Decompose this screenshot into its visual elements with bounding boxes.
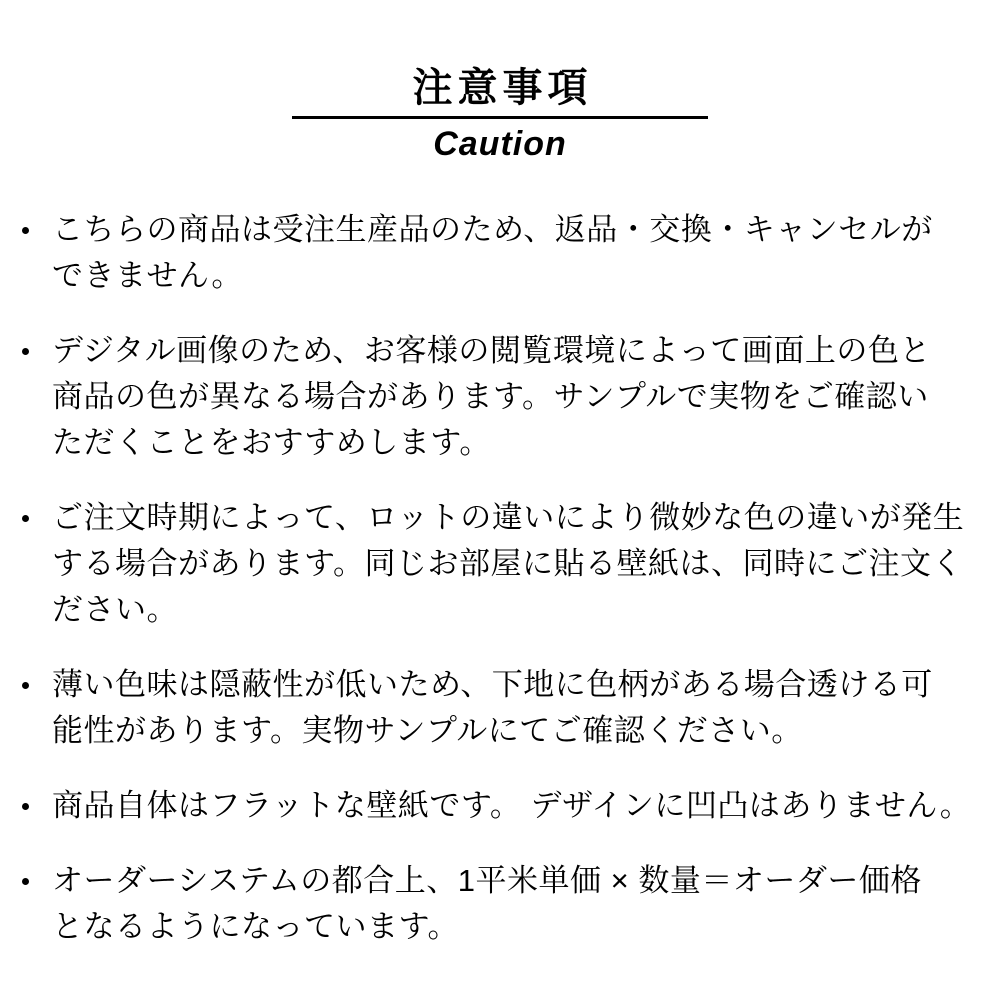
list-item [22,495,974,633]
note-line: できません。 [52,257,243,293]
note-line: となるようになっています。 [52,908,460,944]
note-text [52,495,964,633]
bullet-icon [22,227,29,234]
bullet-icon [22,515,29,522]
note-line: 薄い色味は隠蔽性が低いため、下地に色柄がある場合透ける可 [52,666,933,702]
page-subtitle: Caution [433,125,567,163]
list-item [22,783,974,829]
list-item [22,207,974,299]
note-line: こちらの商品は受注生産品のため、返品・交換・キャンセルが [52,211,933,247]
note-text [52,662,933,754]
note-line: 商品の色が異なる場合があります。サンプルで実物をご確認い [52,378,929,414]
bullet-icon [22,682,29,689]
note-text [52,207,933,299]
bullet-icon [22,348,29,355]
list-item [22,858,974,950]
note-line: 能性があります。実物サンプルにてご確認ください。 [52,712,803,748]
note-line: ご注文時期によって、ロットの違いにより微妙な色の違いが発生 [52,499,965,535]
note-text [52,858,922,950]
note-line: デジタル画像のため、お客様の閲覧環境によって画面上の色と [52,332,931,368]
note-line: 商品自体はフラットな壁紙です。 デザインに凹凸はありません。 [52,787,972,823]
note-line: する場合があります。同じお部屋に貼る壁紙は、同時にご注文く [52,545,964,581]
page-title: 注意事項 [412,66,593,110]
note-text [52,783,971,829]
list-item [22,662,974,754]
note-line: ださい。 [52,591,178,627]
caution-list [0,165,1000,950]
note-line: オーダーシステムの都合上、1平米単価 × 数量＝オーダー価格 [52,862,922,898]
bullet-icon [22,878,29,885]
bullet-icon [22,803,29,810]
note-line: ただくことをおすすめします。 [52,424,491,460]
title-divider [292,116,708,119]
note-text [52,328,931,466]
list-item [22,328,974,466]
page-header [0,0,1000,165]
